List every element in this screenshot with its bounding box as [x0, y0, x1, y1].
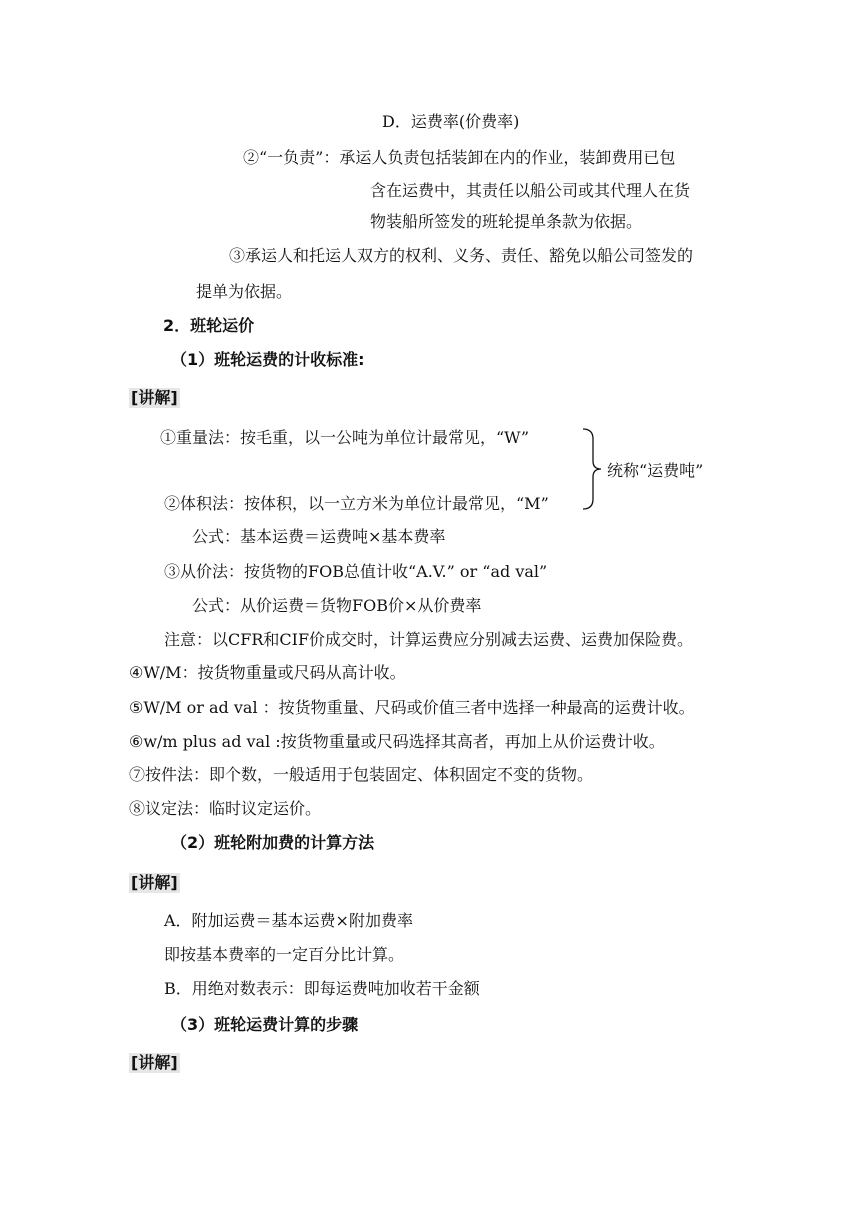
- section-heading: 2．班轮运价: [163, 316, 255, 335]
- subsection-heading: （1）班轮运费的计收标准:: [171, 350, 365, 369]
- explanation-tag: [讲解]: [131, 388, 178, 407]
- text-line: 物装船所签发的班轮提单条款为依据。: [370, 212, 643, 231]
- formula-line: 公式：从价运费＝货物FOB价×从价费率: [192, 596, 482, 615]
- text-line: ②“一负责”：承运人负责包括装卸在内的作业，装卸费用已包: [243, 148, 676, 167]
- formula-line: 公式：基本运费＝运费吨×基本费率: [192, 527, 446, 546]
- text-line: 即按基本费率的一定百分比计算。: [164, 945, 405, 964]
- note-line: 注意：以CFR和CIF价成交时，计算运费应分别减去运费、运费加保险费。: [164, 630, 694, 649]
- text-line: 提单为依据。: [196, 282, 293, 301]
- text-line: 含在运费中，其责任以船公司或其代理人在货: [370, 181, 691, 200]
- text-line: B．用绝对数表示：即每运费吨加收若干金额: [164, 979, 480, 998]
- explanation-tag: [讲解]: [131, 873, 178, 892]
- text-line: ①重量法：按毛重，以一公吨为单位计最常见，“W”: [160, 428, 530, 447]
- text-line: ③从价法：按货物的FOB总值计收“A.V.” or “ad val”: [164, 562, 548, 581]
- text-line: 统称“运费吨”: [607, 461, 704, 480]
- text-line: ⑤W/M or ad val ：按货物重量、尺码或价值三者中选择一种最高的运费计收。: [129, 698, 695, 717]
- text-line: ⑥w/m plus ad val :按货物重量或尺码选择其高者，再加上从价运费计收。: [129, 732, 665, 751]
- text-line: A．附加运费＝基本运费×附加费率: [164, 911, 413, 930]
- text-line: ②体积法：按体积，以一立方米为单位计最常见，“M”: [164, 494, 549, 513]
- text-line: D．运费率(价费率): [382, 112, 520, 131]
- text-line: ⑧议定法：临时议定运价。: [129, 799, 322, 818]
- subsection-heading: （3）班轮运费计算的步骤: [171, 1015, 359, 1034]
- text-line: ③承运人和托运人双方的权利、义务、责任、豁免以船公司签发的: [229, 246, 694, 265]
- text-line: ⑦按件法：即个数，一般适用于包装固定、体积固定不变的货物。: [129, 765, 594, 784]
- brace-icon: [581, 427, 605, 511]
- subsection-heading: （2）班轮附加费的计算方法: [171, 833, 375, 852]
- text-line: ④W/M：按货物重量或尺码从高计收。: [129, 663, 406, 682]
- explanation-tag: [讲解]: [131, 1053, 178, 1072]
